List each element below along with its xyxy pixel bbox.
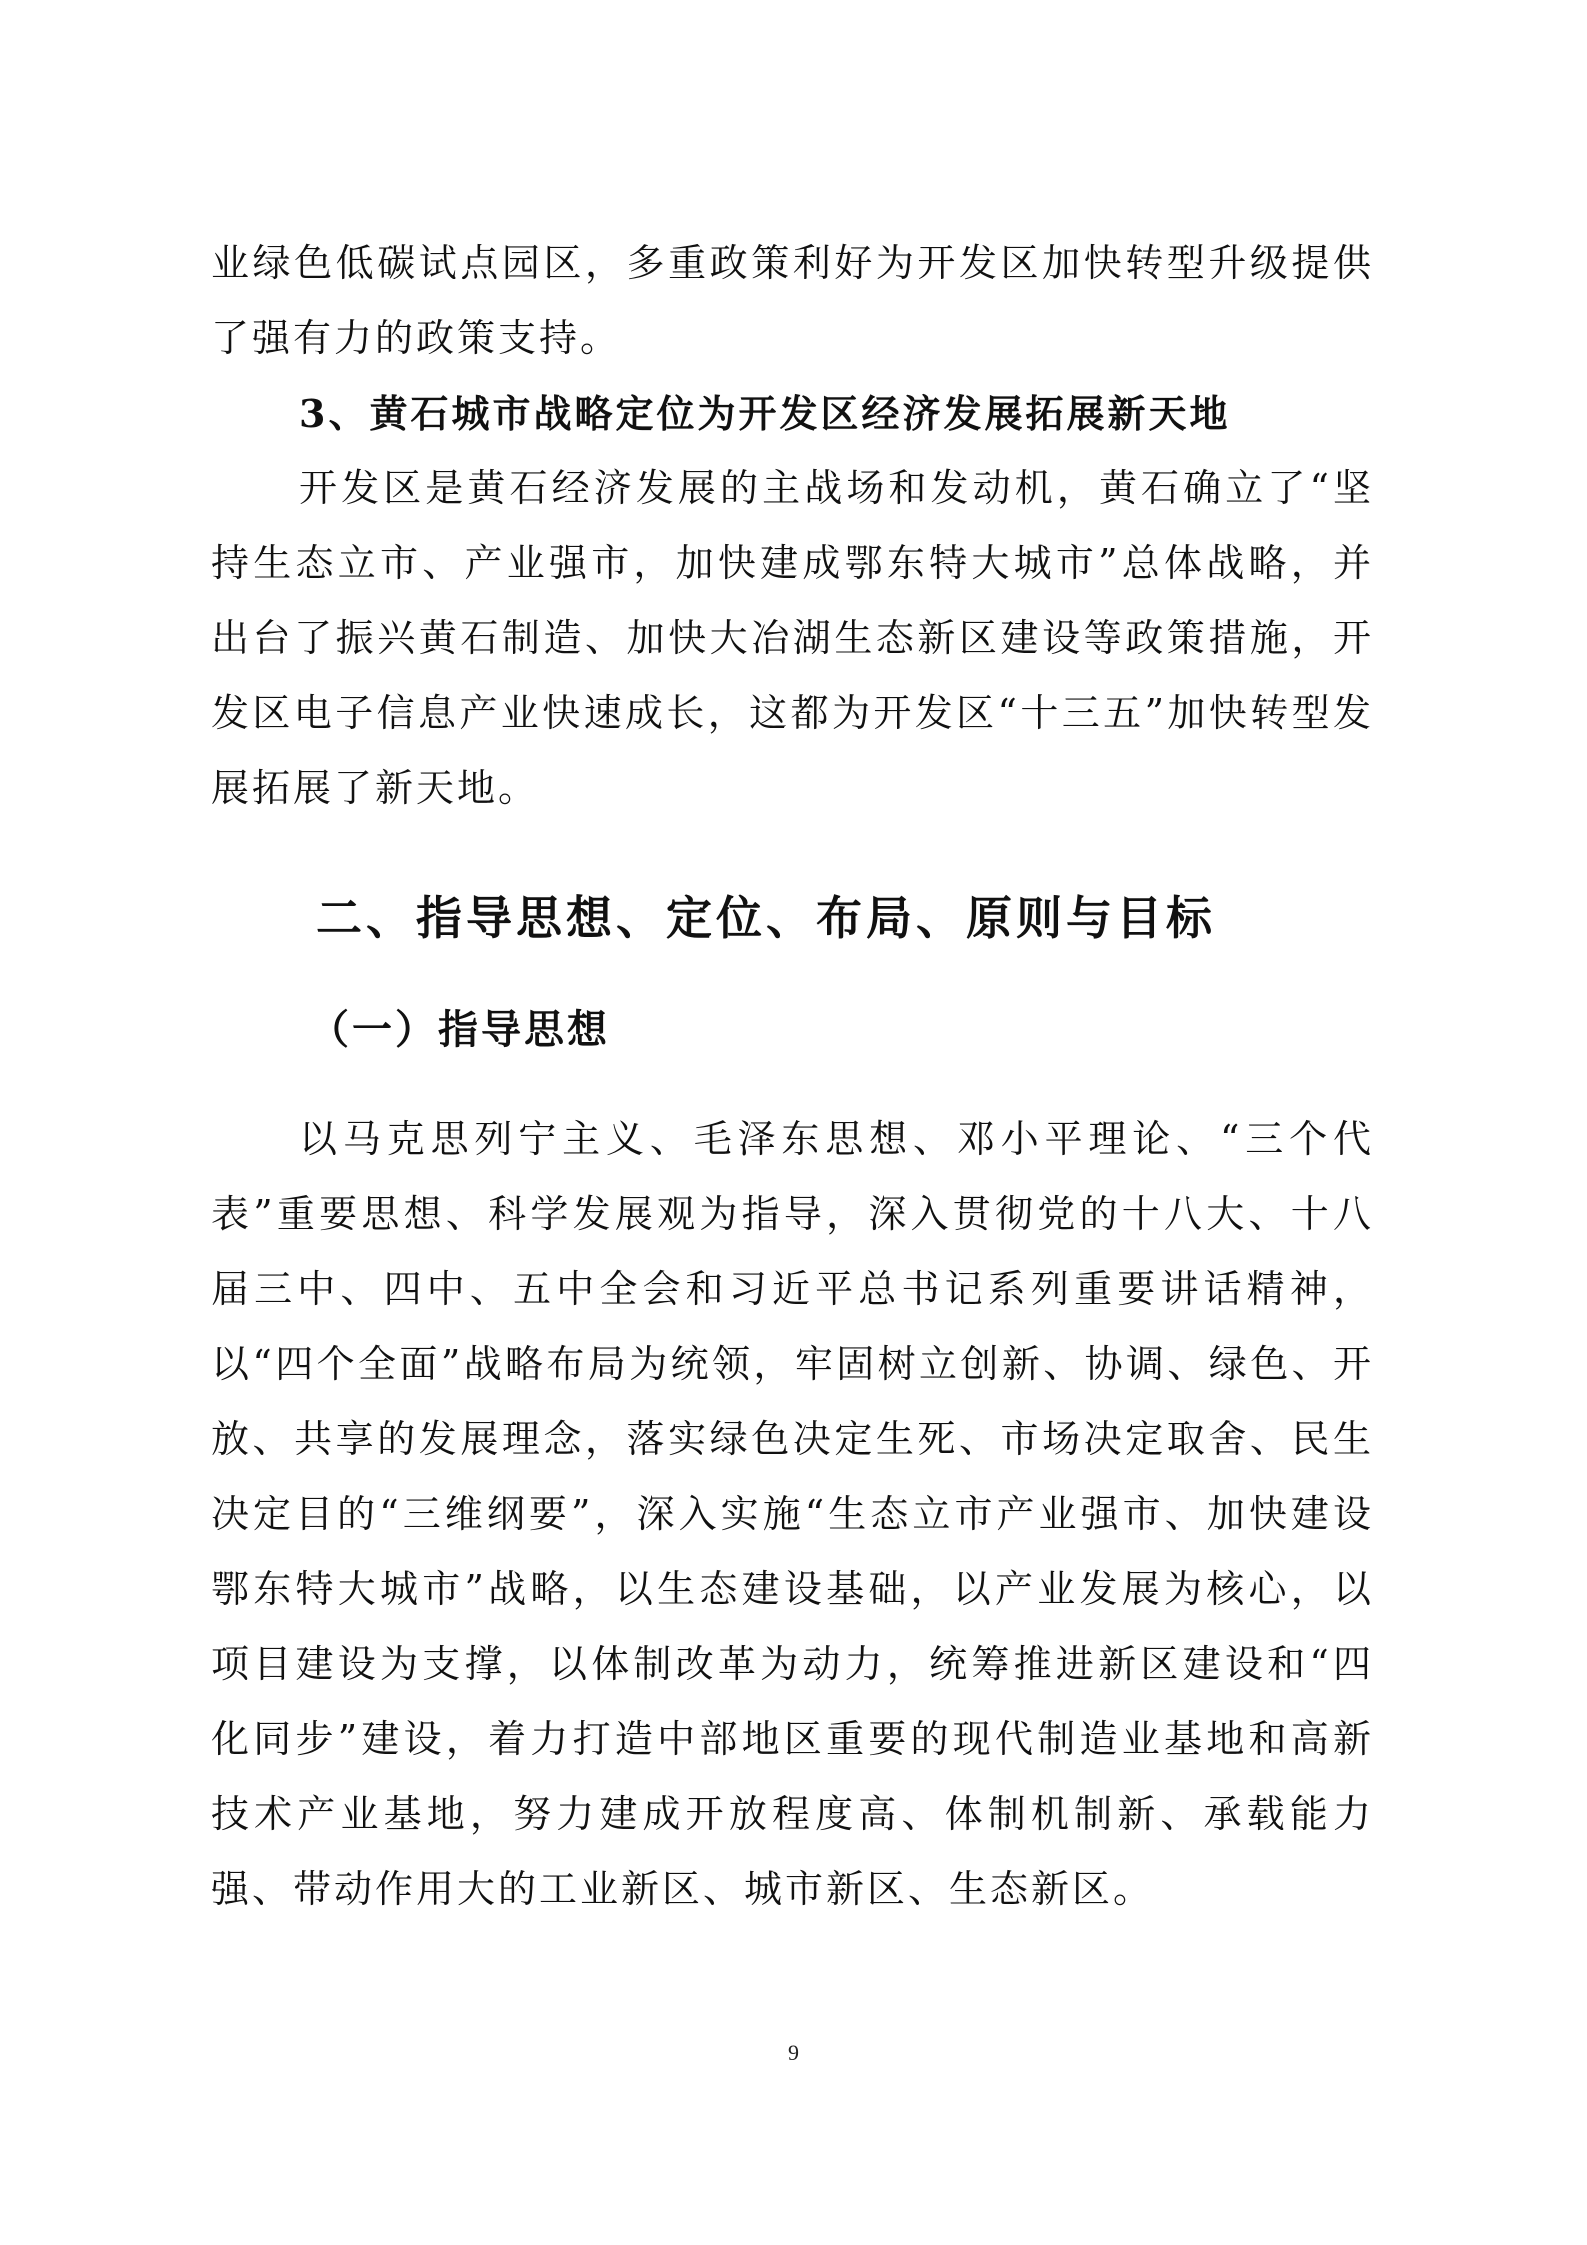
section-heading: 二、指导思想、定位、布局、原则与目标 — [316, 891, 1216, 945]
subheading-strategic-positioning: 3、黄石城市战略定位为开发区经济发展拓展新天地 — [299, 391, 1231, 436]
page-number: 9 — [788, 2040, 799, 2065]
subsection-heading-guiding-ideology: （一）指导思想 — [309, 1007, 610, 1053]
paragraph-strategic-positioning: 开发区是黄石经济发展的主战场和发动机，黄石确立了“坚持生态立市、产业强市，加快建成鄂东特大城市”总体战略，并出台了振兴黄石制造、加快大冶湖生态新区建设等政策措施，开发区电子信息产业快速成长，这都为开发区“十三五”加快转型发展拓展了新天地。 — [211, 466, 1374, 810]
paragraph-guiding-ideology: 以马克思列宁主义、毛泽东思想、邓小平理论、“三个代表”重要思想、科学发展观为指导，深入贯彻党的十八大、十八届三中、四中、五中全会和习近平总书记系列重要讲话精神，以“四个全面”战略布局为统领，牢固树立创新、协调、绿色、开放、共享的发展理念，落实绿色决定生死、市场决定取舍、民生决定目的“三维纲要”，深入实施“生态立市产业强市、加快建设鄂东特大城市”战略，以生态建设基础，以产业发展为核心，以项目建设为支撑，以体制改革为动力，统筹推进新区建设和“四化同步”建设，着力打造中部地区重要的现代制造业基地和高新技术产业基地，努力建成开放程度高、体制机制新、承载能力强、带动作用大的工业新区、城市新区、生态新区。 — [211, 1117, 1374, 1911]
page-content — [211, 226, 1374, 1927]
paragraph-continuation: 业绿色低碳试点园区，多重政策利好为开发区加快转型升级提供了强有力的政策支持。 — [211, 241, 1374, 360]
